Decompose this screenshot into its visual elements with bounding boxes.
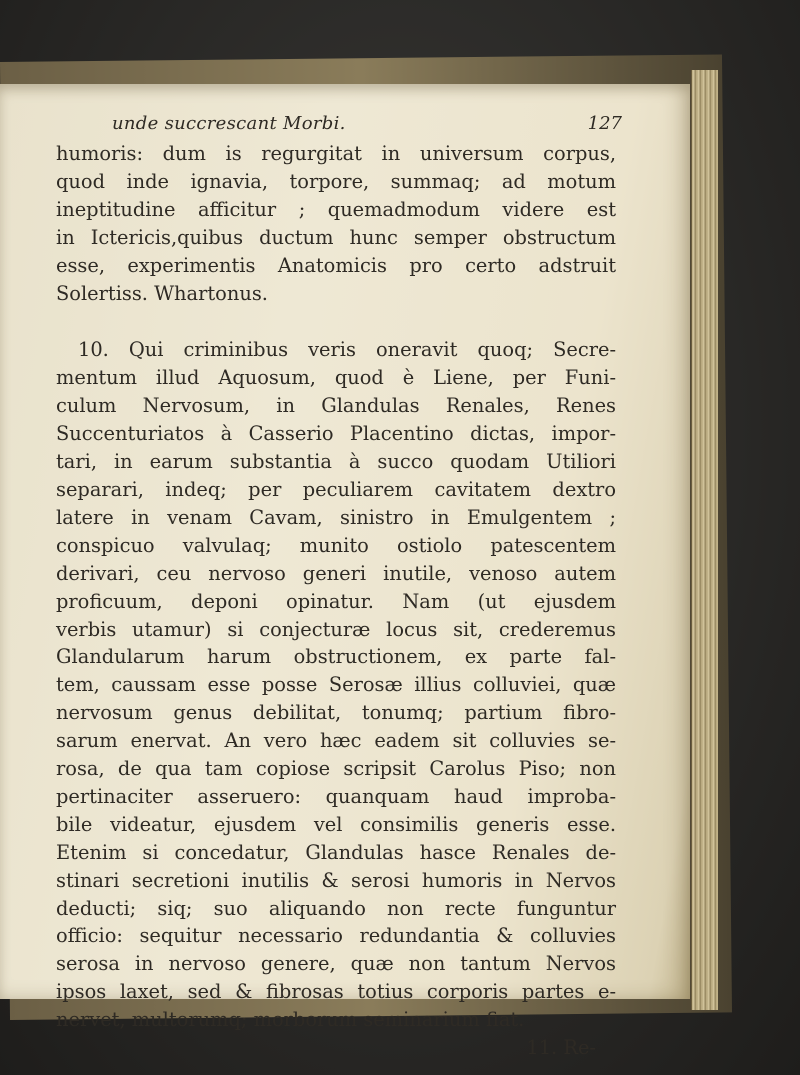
text-block [56,113,622,1062]
book-page [0,84,690,1060]
text-line: separari, indeq; per peculiarem cavitatem dextro [56,477,616,501]
page-number: 127 [587,113,622,134]
text-line: proficuum, deponi opinatur. Nam (ut ejusdem [56,589,616,613]
running-title: unde succrescant Morbi. [112,113,346,134]
text-line: culum Nervosum, in Glandulas Renales, Renes [56,394,616,418]
text-line: in Ictericis,quibus ductum hunc semper obstructum [56,225,616,249]
text-line: verbis utamur) si conjecturæ locus sit, crederemus [56,617,616,641]
text-line: nervet, multorumq; morborum seminarium fiat. [56,1008,525,1032]
paragraph-1 [56,140,616,307]
paragraph-gap [56,307,616,336]
text-line: ipsos laxet, sed & fibrosas totius corporis partes e- [56,980,616,1004]
text-line: mentum illud Aquosum, quod è Liene, per Funi- [56,366,616,390]
text-line: tari, in earum substantia à succo quodam Utiliori [56,450,616,474]
text-line: Etenim si concedatur, Glandulas hasce Renales de- [56,840,616,864]
text-line: Succenturiatos à Casserio Placentino dictas, impor- [56,422,616,446]
text-line: Glandularum harum obstructionem, ex parte fal- [56,645,616,669]
text-line: serosa in nervoso genere, quæ non tantum Nervos [56,952,616,976]
text-line: rosa, de qua tam copiose scripsit Carolus Piso; non [56,757,616,781]
text-line: humoris: dum is regurgitat in universum corpus, [56,142,616,165]
text-line: conspicuo valvulaq; munito ostiolo patescentem [56,533,616,557]
text-line: pertinaciter asseruero: quanquam haud improba- [56,784,616,808]
page-stack-edge [691,70,718,1010]
catchword-line [56,1034,616,1062]
text-line: tem, caussam esse posse Serosæ illius colluviei, quæ [56,673,616,697]
catchword: 11. Re- [526,1036,596,1060]
running-head [56,113,622,140]
paragraph-10 [56,336,616,1034]
text-line: bile videatur, ejusdem vel consimilis generis esse. [56,812,616,836]
text-line: stinari secretioni inutilis & serosi humoris in Nervos [56,868,616,892]
text-line: deducti; siq; suo aliquando non recte funguntur [56,896,616,920]
text-line: sarum enervat. An vero hæc eadem sit colluvies se- [56,729,616,753]
text-line: esse, experimentis Anatomicis pro certo adstruit [56,253,616,277]
text-line: nervosum genus debilitat, tonumq; partium fibro- [56,701,616,725]
text-line: latere in venam Cavam, sinistro in Emulgentem ; [56,505,616,529]
text-line: 10. Qui criminibus veris oneravit quoq; Secre- [78,338,616,362]
text-line: ineptitudine afficitur ; quemadmodum videre est [56,197,616,221]
text-line: officio: sequitur necessario redundantia & colluvies [56,924,616,948]
text-line: Solertiss. Whartonus. [56,281,268,305]
text-line: derivari, ceu nervoso generi inutile, venoso autem [56,561,616,585]
text-line: quod inde ignavia, torpore, summaq; ad motum [56,169,616,193]
